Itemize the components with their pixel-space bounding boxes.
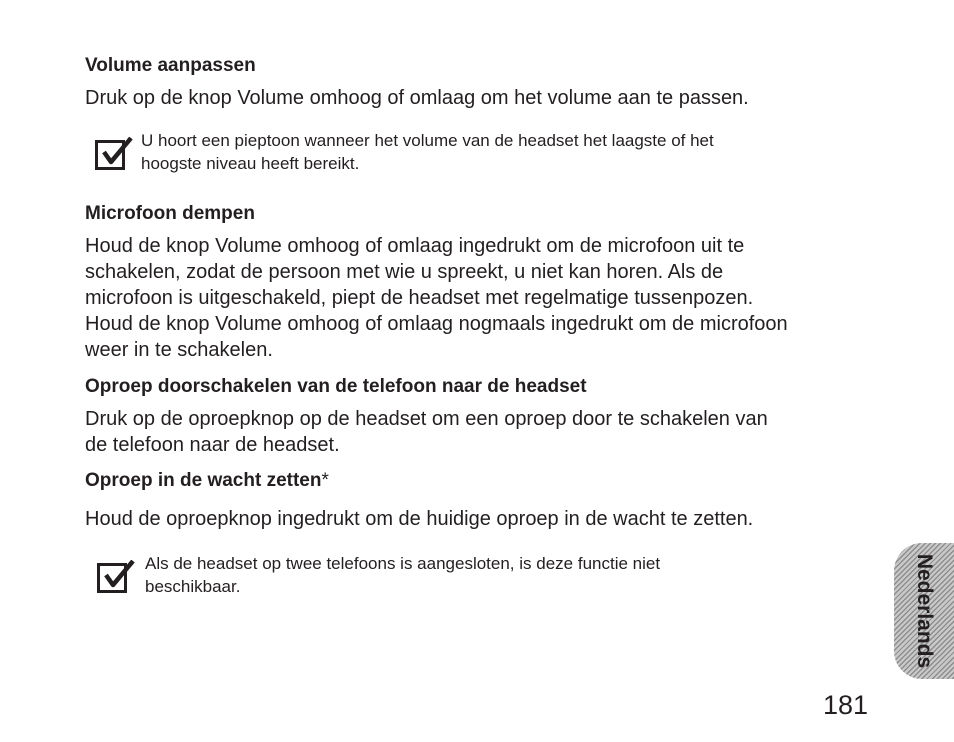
body-transfer (85, 406, 885, 458)
body-volume: Druk op de knop Volume omhoog of omlaag om het volume aan te passen. (85, 87, 749, 109)
note-hold-line-2: beschikbaar. (145, 577, 241, 596)
note-hold (145, 552, 660, 598)
note-volume (141, 129, 714, 175)
checkbox-check-icon (97, 563, 127, 593)
heading-volume: Volume aanpassen (85, 55, 256, 76)
heading-hold (85, 469, 329, 493)
checkbox-check-icon (95, 140, 125, 170)
body-mute (85, 233, 885, 363)
heading-hold-asterisk: * (321, 470, 329, 491)
body-mute-line-2: schakelen, zodat de persoon met wie u spreekt, u niet kan horen. Als de (85, 261, 724, 283)
heading-hold-text: Oproep in de wacht zetten (85, 470, 322, 491)
note-volume-line-1: U hoort een pieptoon wanneer het volume van de headset het laagste of het (141, 131, 714, 150)
page-number: 181 (823, 690, 869, 720)
note-volume-line-2: hoogste niveau heeft bereikt. (141, 154, 360, 173)
language-side-tab-label: Nederlands (913, 553, 936, 669)
body-hold: Houd de oproepknop ingedrukt om de huidige oproep in de wacht te zetten. (85, 508, 754, 530)
body-mute-line-3: microfoon is uitgeschakeld, piept de headset met regelmatige tussenpozen. (85, 287, 754, 309)
heading-mute: Microfoon dempen (85, 203, 255, 224)
body-transfer-line-1: Druk op de oproepknop op de headset om een oproep door te schakelen van (85, 408, 768, 430)
body-mute-line-1: Houd de knop Volume omhoog of omlaag ingedrukt om de microfoon uit te (85, 235, 745, 257)
body-transfer-line-2: de telefoon naar de headset. (85, 434, 340, 456)
body-mute-line-5: weer in te schakelen. (85, 339, 273, 361)
body-mute-line-4: Houd de knop Volume omhoog of omlaag nogmaals ingedrukt om de microfoon (85, 313, 788, 335)
language-side-tab (894, 543, 954, 679)
heading-transfer: Oproep doorschakelen van de telefoon naar de headset (85, 376, 587, 397)
note-hold-line-1: Als de headset op twee telefoons is aangesloten, is deze functie niet (145, 554, 661, 573)
